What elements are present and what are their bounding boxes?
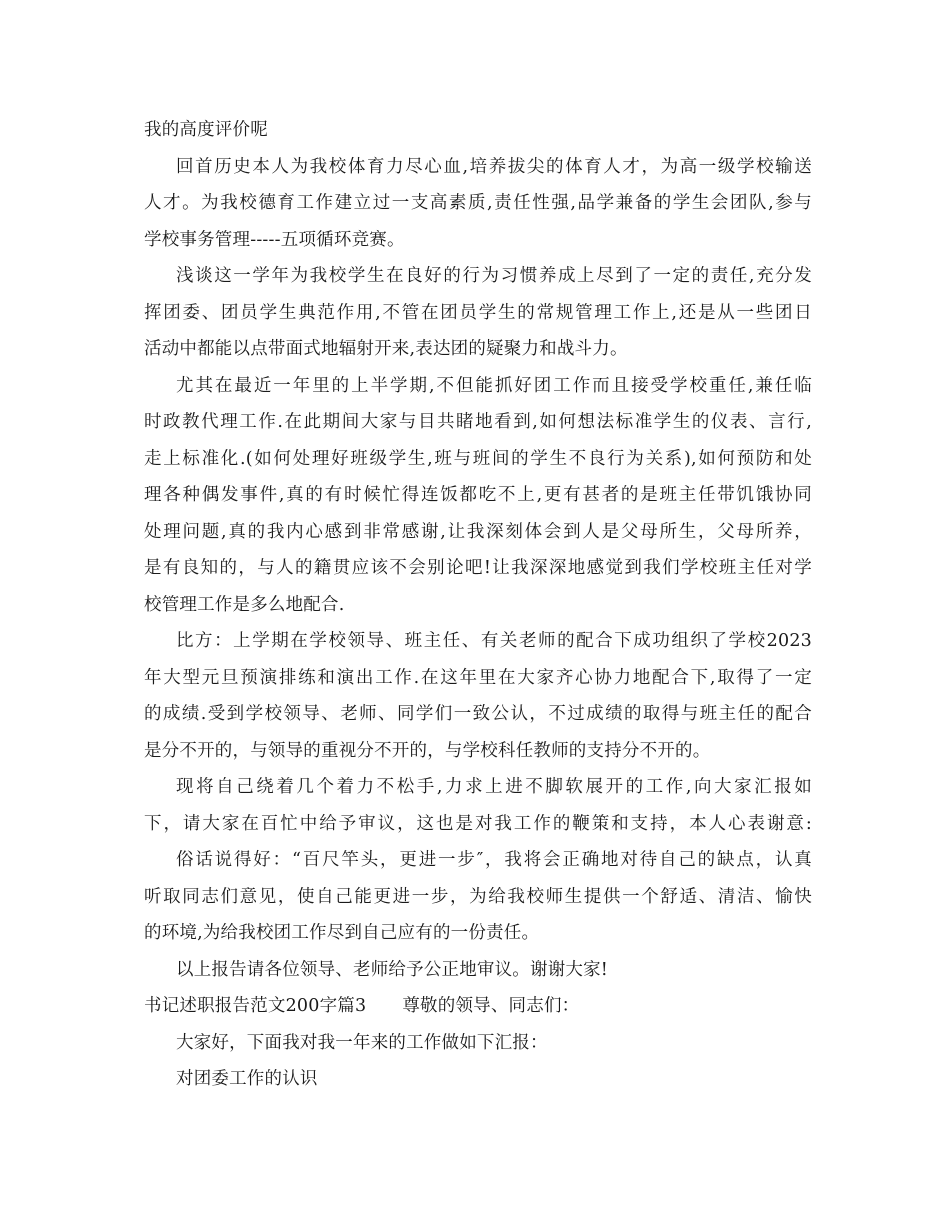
text-line: 是有良知的，与人的籍贯应该不会别论吧!让我深深地感觉到我们学校班主任对学 bbox=[144, 558, 812, 578]
text-line: 比方：上学期在学校领导、班主任、有关老师的配合下成功组织了学校2023 bbox=[176, 631, 812, 651]
text-line: 的成绩.受到学校领导、老师、同学们一致公认，不过成绩的取得与班主任的配合 bbox=[144, 704, 812, 724]
text-line: 回首历史本人为我校体育力尽心血,培养拔尖的体育人才，为高一级学校输送 bbox=[176, 156, 812, 177]
text-line: 活动中都能以点带面式地辐射开来,表达团的疑聚力和战斗力。 bbox=[144, 339, 628, 359]
text-line: 现将自己绕着几个着力不松手,力求上进不脚软展开的工作,向大家汇报如 bbox=[176, 777, 812, 797]
text-line: 浅谈这一学年为我校学生在良好的行为习惯养成上尽到了一定的责任,充分发 bbox=[176, 266, 812, 286]
text-line: 人才。为我校德育工作建立过一支高素质,责任性强,品学兼备的学生会团队,参与 bbox=[144, 193, 812, 213]
closing-section bbox=[144, 1025, 812, 1098]
document-body bbox=[144, 112, 812, 988]
text-line: 时政教代理工作.在此期间大家与目共睹地看到,如何想法标准学生的仪表、言行, bbox=[144, 412, 812, 432]
text-line: 校管理工作是多么地配合. bbox=[144, 594, 345, 615]
text-line: 学校事务管理-----五项循环竞赛。 bbox=[144, 229, 405, 250]
section-heading-line bbox=[144, 988, 812, 1025]
text-line: 以上报告请各位领导、老师给予公正地审议。谢谢大家! bbox=[176, 959, 609, 980]
text-line: 尤其在最近一年里的上半学期,不但能抓好团工作而且接受学校重任,兼任临 bbox=[176, 375, 812, 396]
text-line: 理各种偶发事件,真的有时候忙得连饭都吃不上,更有甚者的是班主任带饥饿协同 bbox=[144, 485, 812, 505]
text-line: 走上标准化.(如何处理好班级学生,班与班间的学生不良行为关系),如何预防和处 bbox=[144, 448, 812, 469]
text-line: 俗话说得好：“百尺竿头，更进一步″，我将会正确地对待自己的缺点，认真 bbox=[176, 850, 812, 870]
text-line: 下，请大家在百忙中给予审议，这也是对我工作的鞭策和支持，本人心表谢意: bbox=[144, 813, 812, 834]
text-line: 是分不开的，与领导的重视分不开的，与学校科任教师的支持分不开的。 bbox=[144, 740, 711, 761]
text-line: 的环境,为给我校团工作尽到自己应有的一份责任。 bbox=[144, 923, 540, 943]
text-line: 处理问题,真的我内心感到非常感谢,让我深刻体会到人是父母所生，父母所养， bbox=[144, 521, 812, 542]
text-line: 年大型元旦预演排练和演出工作.在这年里在大家齐心协力地配合下,取得了一定 bbox=[144, 667, 812, 688]
section-title: 书记述职报告范文200字篇3 bbox=[144, 996, 367, 1016]
text-line: 我的高度评价呢 bbox=[144, 120, 268, 140]
greeting: 尊敬的领导、同志们： bbox=[402, 996, 580, 1016]
document-page bbox=[144, 112, 812, 1098]
text-line: 对团委工作的认识 bbox=[176, 1069, 318, 1089]
text-line: 听取同志们意见，使自己能更进一步，为给我校师生提供一个舒适、清洁、愉快 bbox=[144, 886, 812, 907]
text-line: 挥团委、团员学生典范作用,不管在团员学生的常规管理工作上,还是从一些团日 bbox=[144, 302, 812, 323]
text-line: 大家好，下面我对我一年来的工作做如下汇报： bbox=[176, 1032, 548, 1053]
